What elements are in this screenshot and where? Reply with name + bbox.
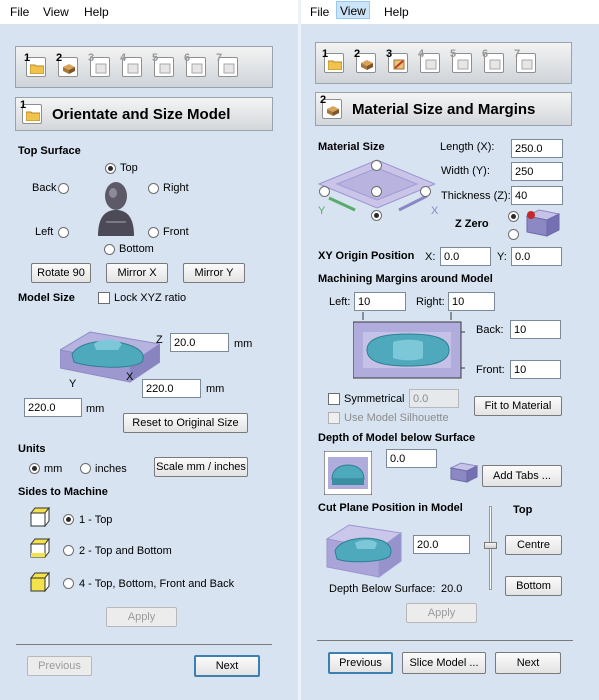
top-surface-top-label: Top [120,162,138,174]
margin-front-label: Front: [476,364,505,376]
margins-diagram [353,312,465,382]
menu-bar [301,0,599,24]
top-surface-top-radio[interactable] [105,163,116,174]
model-bust-preview [92,178,140,236]
step-3-icon[interactable]: 3 [386,50,410,76]
step-1-icon[interactable]: 1 [322,50,346,76]
step-1-icon[interactable]: 1 [24,54,48,80]
scale-units-button[interactable]: Scale mm / inches [154,457,248,477]
top-surface-front-radio[interactable] [148,227,159,238]
cut-plane-heading: Cut Plane Position in Model [318,502,463,514]
step-5-icon[interactable]: 5 [450,50,474,76]
length-label: Length (X): [440,141,495,153]
margin-front-input[interactable] [510,360,561,379]
width-input[interactable] [511,162,563,181]
model-silhouette-checkbox[interactable] [328,412,340,424]
step-title-bar [315,92,572,126]
menu-view[interactable]: View [43,5,69,19]
step-7-icon[interactable]: 7 [216,54,240,80]
sides-heading: Sides to Machine [18,486,108,498]
cube-top-bottom-icon [30,538,50,558]
origin-left-center-radio[interactable] [319,186,330,197]
top-surface-heading: Top Surface [18,145,81,157]
origin-center-radio[interactable] [371,186,382,197]
margin-back-input[interactable] [510,320,561,339]
menu-bar [0,0,298,24]
top-surface-bottom-radio[interactable] [104,244,115,255]
mirror-y-button[interactable]: Mirror Y [183,263,245,283]
tabs-block-icon [449,460,479,484]
next-button[interactable]: Next [194,655,260,677]
step-title-bar [15,97,273,131]
footer-separator [317,640,573,641]
margin-left-label: Left: [329,296,351,308]
cube-top-icon [30,507,50,527]
material-block-icon: 2 [320,96,344,122]
units-heading: Units [18,443,46,455]
sides-1-radio[interactable] [63,514,74,525]
top-surface-left-radio[interactable] [58,227,69,238]
sides-4-radio[interactable] [63,578,74,589]
next-button[interactable]: Next [495,652,561,674]
menu-help[interactable]: Help [84,5,109,19]
menu-view[interactable]: View [336,1,370,19]
axis-x-label: X [431,205,439,217]
reset-size-button[interactable]: Reset to Original Size [123,413,248,433]
fit-to-material-button[interactable]: Fit to Material [474,396,562,416]
step-6-icon[interactable]: 6 [184,54,208,80]
cut-plane-preview [325,519,403,579]
folder-icon: 1 [20,101,44,127]
origin-right-center-radio[interactable] [420,186,431,197]
step-6-icon[interactable]: 6 [482,50,506,76]
top-surface-back-label: Back [32,182,57,194]
margin-back-label: Back: [476,324,504,336]
step-4-icon[interactable]: 4 [418,50,442,76]
size-z-unit: mm [234,338,253,350]
top-surface-left-label: Left [35,226,54,238]
depth-input[interactable] [386,449,437,468]
page-title: Material Size and Margins [352,101,536,118]
length-input[interactable] [511,139,563,158]
units-inches-label: inches [95,463,127,475]
page-title: Orientate and Size Model [52,106,231,123]
width-label: Width (Y): [441,165,490,177]
depth-below-surface-label: Depth Below Surface: [329,583,436,595]
xy-origin-y-label: Y: [497,251,507,263]
wizard-steps [315,42,572,84]
step-7-icon[interactable]: 7 [514,50,538,76]
menu-file[interactable]: File [310,5,330,19]
depth-heading: Depth of Model below Surface [318,432,476,444]
axis-y-label: Y [318,205,326,217]
bottom-button[interactable]: Bottom [505,576,562,596]
z-zero-block-icon [523,206,561,238]
sides-1-label: 1 - Top [79,514,113,526]
lock-xyz-label: Lock XYZ ratio [114,292,187,304]
centre-button[interactable]: Centre [505,535,562,555]
margins-heading: Machining Margins around Model [318,273,493,285]
units-mm-radio[interactable] [29,463,40,474]
origin-top-center-radio[interactable] [371,160,382,171]
top-surface-right-radio[interactable] [148,183,159,194]
size-y-input[interactable] [24,398,82,417]
thickness-input[interactable] [511,186,563,205]
model-size-heading: Model Size [18,292,75,304]
size-y-unit: mm [86,403,105,415]
size-x-unit: mm [206,383,225,395]
wizard-steps [15,46,273,88]
sides-2-label: 2 - Top and Bottom [79,545,172,557]
symmetrical-checkbox[interactable] [328,393,340,405]
step-2-icon[interactable]: 2 [56,54,80,80]
z-zero-label: Z Zero [455,218,489,230]
cut-plane-top-label: Top [513,504,533,516]
cut-plane-input[interactable] [413,535,470,554]
margin-left-input[interactable] [354,292,406,311]
top-surface-right-label: Right [163,182,189,194]
size-z-input[interactable] [170,333,229,352]
xy-origin-x-label: X: [425,251,436,263]
cut-plane-slider-thumb[interactable] [484,542,497,549]
rotate-90-button[interactable]: Rotate 90 [31,263,91,283]
menu-file[interactable]: File [10,5,30,19]
material-panel [301,0,599,700]
footer-separator [16,644,272,645]
xy-origin-heading: XY Origin Position [318,250,415,262]
add-tabs-button[interactable]: Add Tabs ... [482,465,562,487]
depth-model-preview [324,451,372,495]
step-2-icon[interactable]: 2 [354,50,378,76]
orientate-panel [0,0,298,700]
step-3-icon[interactable]: 3 [88,54,112,80]
origin-bottom-center-radio[interactable] [371,210,382,221]
model-silhouette-label: Use Model Silhouette [344,412,449,424]
model-size-preview [60,314,160,384]
depth-below-surface-value: 20.0 [441,583,463,595]
step-5-icon[interactable]: 5 [152,54,176,80]
apply-button[interactable]: Apply [406,603,477,623]
axis-z-label: Z [156,334,163,346]
margin-right-input[interactable] [448,292,495,311]
xy-origin-x-input[interactable] [440,247,491,266]
axis-x-label: X [126,371,134,383]
previous-button[interactable]: Previous [328,652,393,674]
units-inches-radio[interactable] [80,463,91,474]
top-surface-front-label: Front [163,226,189,238]
top-surface-bottom-label: Bottom [119,243,154,255]
xy-origin-y-input[interactable] [511,247,562,266]
symmetrical-input[interactable] [409,389,459,408]
mirror-x-button[interactable]: Mirror X [106,263,168,283]
z-zero-bottom-radio[interactable] [508,229,519,240]
thickness-label: Thickness (Z): [441,190,511,202]
sides-2-radio[interactable] [63,545,74,556]
lock-xyz-checkbox[interactable] [98,292,110,304]
margin-right-label: Right: [416,296,445,308]
axis-y-label: Y [69,378,77,390]
symmetrical-label: Symmetrical [344,393,405,405]
top-surface-back-radio[interactable] [58,183,69,194]
z-zero-top-radio[interactable] [508,211,519,222]
slice-model-button[interactable]: Slice Model ... [402,652,486,674]
material-size-heading: Material Size [318,141,385,153]
cube-four-sides-icon [30,572,50,592]
menu-help[interactable]: Help [384,5,409,19]
size-x-input[interactable] [142,379,201,398]
previous-button[interactable]: Previous [27,656,92,676]
step-4-icon[interactable]: 4 [120,54,144,80]
sides-4-label: 4 - Top, Bottom, Front and Back [79,578,235,590]
apply-button[interactable]: Apply [106,607,177,627]
units-mm-label: mm [44,463,63,475]
